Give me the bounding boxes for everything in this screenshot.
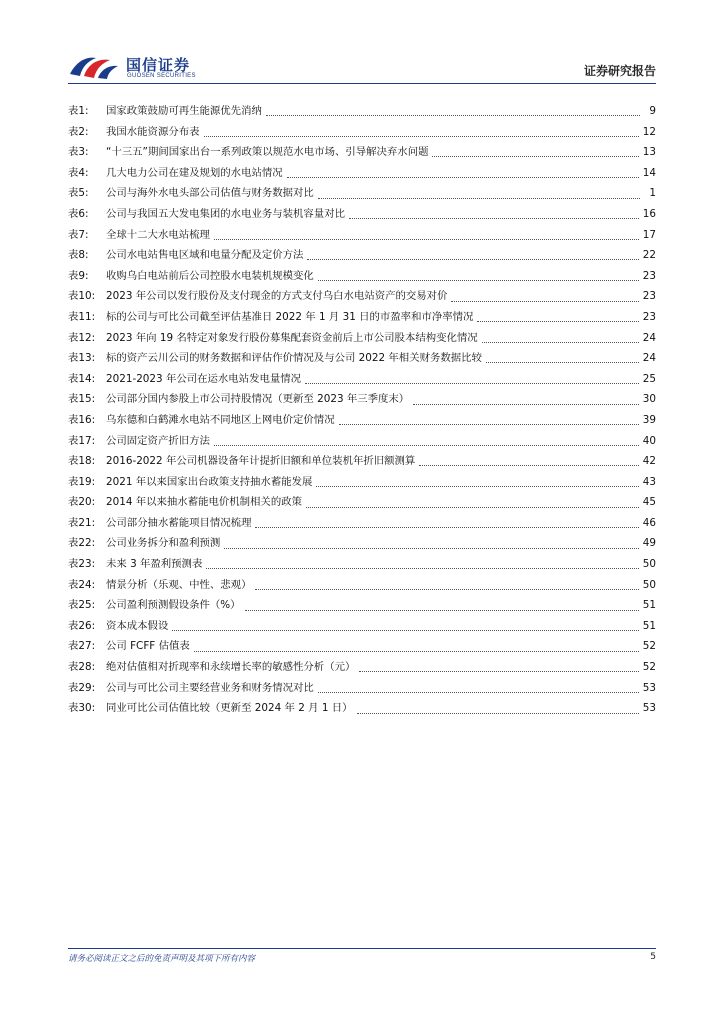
toc-entry-label: 表16: [68, 413, 96, 426]
toc-entry-title: 2023 年公司以发行股份及支付现金的方式支付乌白水电站资产的交易对价 [106, 290, 448, 303]
toc-entry-title: 标的公司与可比公司截至评估基准日 2022 年 1 月 31 日的市盈率和市净率情况 [106, 310, 474, 323]
toc-entry[interactable] [68, 370, 656, 391]
toc-entry-label: 表6: [68, 207, 89, 220]
toc-entry-label: 表27: [68, 640, 96, 653]
report-type-label: 证券研究报告 [583, 64, 656, 78]
toc-entry[interactable] [68, 432, 656, 453]
toc-entry-page: 23 [642, 310, 656, 323]
toc-entry-title: 公司盈利预测假设条件（%） [106, 599, 241, 612]
toc-entry-label: 表22: [68, 537, 96, 550]
table-of-contents [68, 102, 656, 720]
toc-entry-label: 表2: [68, 125, 89, 138]
toc-entry-page: 50 [642, 578, 656, 591]
toc-leader-dots [482, 341, 639, 343]
toc-entry-page: 45 [642, 496, 656, 509]
toc-entry[interactable] [68, 308, 656, 329]
toc-entry-page: 24 [642, 352, 656, 365]
toc-entry-page: 51 [642, 619, 656, 632]
toc-entry-page: 12 [642, 125, 656, 138]
toc-entry-label: 表3: [68, 146, 89, 159]
toc-entry[interactable] [68, 226, 656, 247]
toc-entry-label: 表25: [68, 599, 96, 612]
toc-entry[interactable] [68, 534, 656, 555]
toc-entry-page: 14 [642, 166, 656, 179]
toc-entry-label: 表5: [68, 187, 89, 200]
toc-entry-title: 收购乌白电站前后公司控股水电装机规模变化 [106, 269, 314, 282]
toc-leader-dots [486, 361, 639, 363]
toc-entry-title: 2021-2023 年公司在运水电站发电量情况 [106, 372, 302, 385]
toc-entry-page: 52 [642, 640, 656, 653]
toc-entry-title: 2014 年以来抽水蓄能电价机制相关的政策 [106, 496, 302, 509]
toc-entry-page: 30 [642, 393, 656, 406]
toc-entry-page: 53 [642, 681, 656, 694]
toc-entry-page: 23 [642, 269, 656, 282]
toc-entry-label: 表20: [68, 496, 96, 509]
toc-leader-dots [214, 444, 639, 446]
toc-leader-dots [318, 279, 639, 281]
toc-entry[interactable] [68, 493, 656, 514]
toc-leader-dots [339, 423, 639, 425]
toc-entry[interactable] [68, 184, 656, 205]
toc-entry-page: 9 [649, 105, 656, 117]
toc-entry-title: 公司与海外水电头部公司估值与财务数据对比 [106, 187, 314, 200]
toc-entry-title: 公司 FCFF 估值表 [106, 640, 190, 653]
toc-entry-page: 24 [642, 331, 656, 344]
toc-leader-dots [357, 712, 639, 714]
logo-text-cn: 国信证券 [126, 56, 191, 74]
toc-entry[interactable] [68, 164, 656, 185]
toc-entry-page: 13 [642, 146, 656, 159]
toc-leader-dots [255, 526, 638, 528]
toc-entry-label: 表19: [68, 475, 96, 488]
toc-entry-title: 2023 年向 19 名特定对象发行股份募集配套资金前后上市公司股本结构变化情况 [106, 331, 478, 344]
toc-entry-title: 几大电力公司在建及规划的水电站情况 [106, 166, 283, 179]
header-divider [68, 83, 656, 84]
toc-entry[interactable] [68, 555, 656, 576]
toc-entry-title: 公司与可比公司主要经营业务和财务情况对比 [106, 681, 314, 694]
toc-entry-label: 表9: [68, 269, 89, 282]
toc-leader-dots [451, 300, 638, 302]
toc-entry[interactable] [68, 102, 656, 123]
toc-entry-page: 25 [642, 372, 656, 385]
toc-entry-label: 表10: [68, 290, 96, 303]
toc-entry[interactable] [68, 246, 656, 267]
toc-entry-title: 2021 年以来国家出台政策支持抽水蓄能发展 [106, 475, 313, 488]
toc-entry-title: 我国水能资源分布表 [106, 125, 200, 138]
toc-entry-label: 表23: [68, 558, 96, 571]
toc-entry[interactable] [68, 390, 656, 411]
toc-entry[interactable] [68, 143, 656, 164]
toc-leader-dots [206, 567, 638, 569]
toc-entry-title: 公司部分国内参股上市公司持股情况（更新至 2023 年三季度末） [106, 393, 410, 406]
toc-entry[interactable] [68, 123, 656, 144]
toc-entry-label: 表26: [68, 619, 96, 632]
toc-entry-title: 全球十二大水电站梳理 [106, 228, 210, 241]
toc-entry[interactable] [68, 658, 656, 679]
toc-entry-page: 50 [642, 558, 656, 571]
toc-entry-page: 17 [642, 228, 656, 241]
toc-entry-label: 表13: [68, 352, 96, 365]
toc-entry-page: 16 [642, 207, 656, 220]
toc-entry-title: “十三五”期间国家出台一系列政策以规范水电市场、引导解决弃水问题 [106, 146, 429, 159]
toc-leader-dots [305, 382, 639, 384]
toc-entry-label: 表11: [68, 310, 96, 323]
toc-entry-page: 53 [642, 702, 656, 715]
toc-leader-dots [255, 588, 638, 590]
toc-leader-dots [214, 238, 639, 240]
toc-entry-page: 39 [642, 413, 656, 426]
toc-leader-dots [224, 547, 638, 549]
toc-leader-dots [172, 629, 638, 631]
toc-leader-dots [306, 506, 639, 508]
toc-leader-dots [266, 114, 640, 116]
toc-entry-title: 未来 3 年盈利预测表 [106, 558, 203, 571]
toc-entry[interactable] [68, 267, 656, 288]
toc-entry-page: 22 [642, 249, 656, 262]
toc-entry[interactable] [68, 596, 656, 617]
toc-leader-dots [477, 320, 638, 322]
toc-entry[interactable] [68, 411, 656, 432]
toc-entry-title: 国家政策鼓励可再生能源优先消纳 [106, 105, 262, 117]
toc-entry[interactable] [68, 452, 656, 473]
toc-entry[interactable] [68, 576, 656, 597]
page-number: 5 [650, 952, 656, 962]
toc-entry-page: 43 [642, 475, 656, 488]
toc-entry-label: 表30: [68, 702, 96, 715]
toc-leader-dots [287, 176, 639, 178]
toc-leader-dots [432, 155, 638, 157]
toc-entry-title: 公司业务拆分和盈利预测 [106, 537, 221, 550]
toc-entry-page: 1 [649, 187, 656, 200]
page-header [68, 50, 656, 84]
toc-entry[interactable] [68, 287, 656, 308]
toc-entry-page: 49 [642, 537, 656, 550]
toc-leader-dots [349, 217, 639, 219]
toc-entry[interactable] [68, 473, 656, 494]
toc-entry-label: 表12: [68, 331, 96, 344]
guosen-logo [68, 50, 208, 84]
toc-leader-dots [359, 670, 638, 672]
toc-entry-label: 表8: [68, 249, 89, 262]
toc-entry-title: 公司部分抽水蓄能项目情况梳理 [106, 516, 252, 529]
toc-leader-dots [245, 609, 639, 611]
toc-entry-label: 表1: [68, 105, 89, 117]
toc-entry[interactable] [68, 349, 656, 370]
toc-entry-page: 40 [642, 434, 656, 447]
toc-entry-title: 公司水电站售电区域和电量分配及定价方法 [106, 249, 304, 262]
toc-entry-page: 51 [642, 599, 656, 612]
toc-entry-title: 绝对估值相对折现率和永续增长率的敏感性分析（元） [106, 661, 356, 674]
toc-entry-label: 表4: [68, 166, 89, 179]
toc-entry-page: 52 [642, 661, 656, 674]
toc-entry[interactable] [68, 617, 656, 638]
toc-leader-dots [194, 650, 639, 652]
toc-entry-label: 表7: [68, 228, 89, 241]
toc-entry[interactable] [68, 699, 656, 720]
toc-entry-label: 表28: [68, 661, 96, 674]
toc-entry-page: 42 [642, 455, 656, 468]
toc-entry-title: 同业可比公司估值比较（更新至 2024 年 2 月 1 日） [106, 702, 353, 715]
toc-leader-dots [318, 691, 639, 693]
toc-leader-dots [318, 197, 640, 199]
toc-entry[interactable] [68, 205, 656, 226]
toc-entry-title: 情景分析（乐观、中性、悲观） [106, 578, 252, 591]
toc-entry-label: 表14: [68, 372, 96, 385]
toc-entry-title: 公司与我国五大发电集团的水电业务与装机容量对比 [106, 207, 345, 220]
toc-entry-title: 乌东德和白鹤滩水电站不同地区上网电价定价情况 [106, 413, 335, 426]
toc-leader-dots [316, 485, 638, 487]
toc-leader-dots [419, 464, 638, 466]
toc-entry-label: 表29: [68, 681, 96, 694]
toc-entry-title: 2016-2022 年公司机器设备年计提折旧额和单位装机年折旧额测算 [106, 455, 416, 468]
toc-entry[interactable] [68, 514, 656, 535]
toc-entry-page: 23 [642, 290, 656, 303]
footer-disclaimer: 请务必阅读正文之后的免责声明及其项下所有内容 [68, 954, 256, 964]
toc-entry-label: 表21: [68, 516, 96, 529]
footer-divider [68, 948, 656, 949]
toc-entry-label: 表15: [68, 393, 96, 406]
toc-leader-dots [204, 135, 639, 137]
toc-leader-dots [307, 258, 638, 260]
toc-entry[interactable] [68, 329, 656, 350]
logo-text-en: GUOSEN SECURITIES [127, 73, 196, 79]
toc-entry-title: 公司固定资产折旧方法 [106, 434, 210, 447]
toc-entry-title: 标的资产云川公司的财务数据和评估作价情况及与公司 2022 年相关财务数据比较 [106, 352, 482, 365]
toc-entry-label: 表18: [68, 455, 96, 468]
toc-entry-title: 资本成本假设 [106, 619, 169, 632]
toc-entry[interactable] [68, 679, 656, 700]
toc-entry-page: 46 [642, 516, 656, 529]
toc-entry-label: 表24: [68, 578, 96, 591]
guosen-logo-icon [68, 52, 120, 80]
toc-leader-dots [413, 403, 639, 405]
toc-entry-label: 表17: [68, 434, 96, 447]
toc-entry[interactable] [68, 637, 656, 658]
